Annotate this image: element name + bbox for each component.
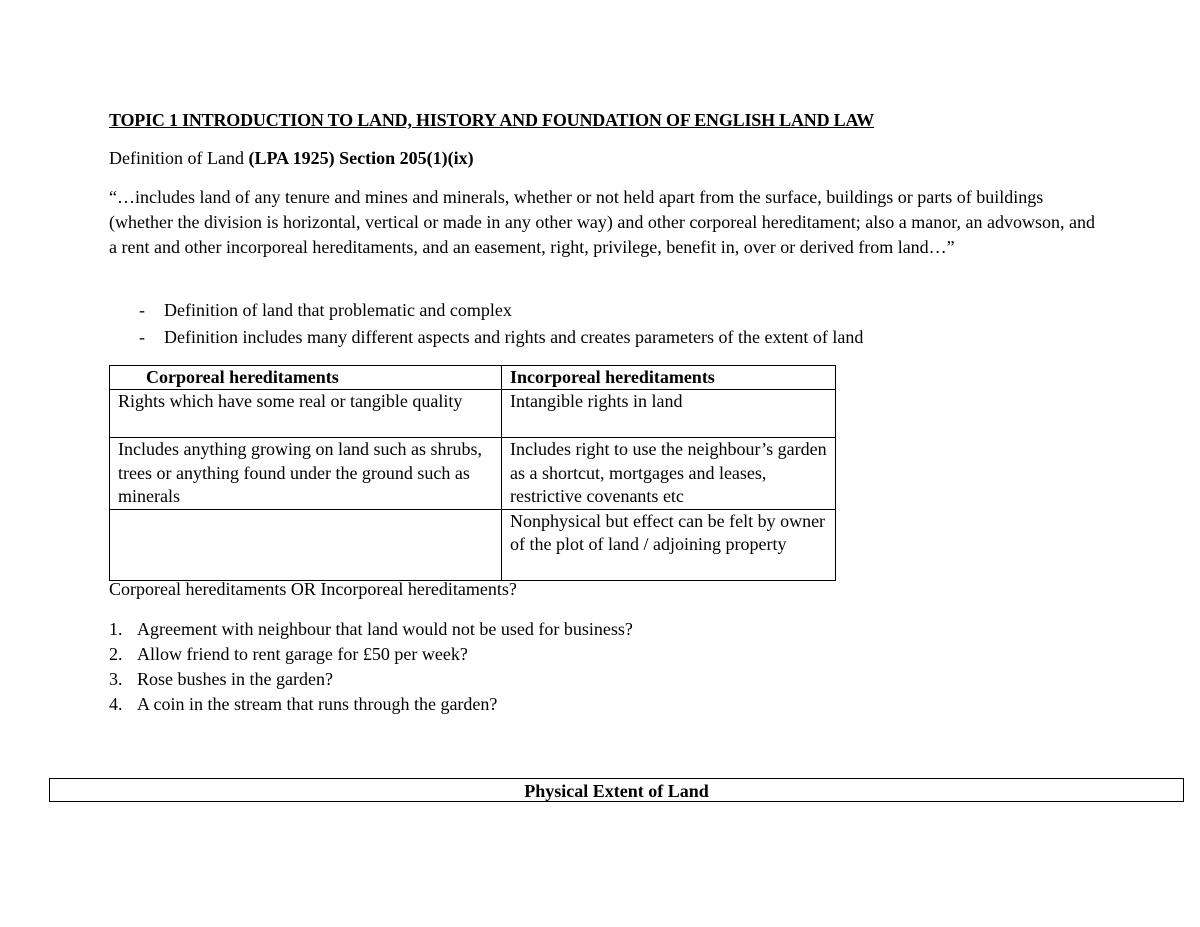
document-title: TOPIC 1 INTRODUCTION TO LAND, HISTORY AND FOUNDATION OF ENGLISH LAND LAW xyxy=(109,110,875,130)
question-number: 2. xyxy=(109,644,123,664)
question-text: Rose bushes in the garden? xyxy=(137,669,333,689)
question-text: A coin in the stream that runs through the garden? xyxy=(137,694,498,714)
table-cell: Nonphysical but effect can be felt by owner of the plot of land / adjoining property xyxy=(502,509,836,580)
list-item xyxy=(109,617,633,642)
table-cell: Includes anything growing on land such as shrubs, trees or anything found under the ground such as minerals xyxy=(110,438,502,510)
definition-reference: (LPA 1925) Section 205(1)(ix) xyxy=(248,148,474,168)
table-row xyxy=(110,438,836,510)
question-list xyxy=(109,617,633,717)
table-row xyxy=(110,390,836,438)
bullet-dash: - xyxy=(139,300,145,320)
question-text: Allow friend to rent garage for £50 per week? xyxy=(137,644,468,664)
question-number: 4. xyxy=(109,694,123,714)
table-cell: Includes right to use the neighbour’s garden as a shortcut, mortgages and leases, restrictive covenants etc xyxy=(502,438,836,510)
section-heading-box: Physical Extent of Land xyxy=(49,778,1184,802)
table-cell xyxy=(110,509,502,580)
list-item xyxy=(109,325,863,352)
list-item xyxy=(109,692,633,717)
bullet-list xyxy=(109,298,863,352)
bullet-text: Definition of land that problematic and complex xyxy=(164,300,512,320)
table-header-row xyxy=(110,366,836,390)
list-item xyxy=(109,298,863,325)
statutory-quote: “…includes land of any tenure and mines and minerals, whether or not held apart from the surface, buildings or parts of buildings (whether the division is horizontal, vertical or made in any other way) and other corporeal hereditament; also a manor, an advowson, and a rent and other incorporeal hereditaments, and an easement, right, privilege, benefit in, over or derived from land…” xyxy=(109,187,1095,257)
column-header-corporeal: Corporeal hereditaments xyxy=(110,366,502,390)
hereditaments-table xyxy=(109,365,836,581)
table-cell: Intangible rights in land xyxy=(502,390,836,438)
definition-line xyxy=(109,148,474,169)
question-text: Agreement with neighbour that land would not be used for business? xyxy=(137,619,633,639)
table-row xyxy=(110,509,836,580)
list-item xyxy=(109,642,633,667)
definition-prefix: Definition of Land xyxy=(109,148,244,168)
question-number: 3. xyxy=(109,669,123,689)
bullet-dash: - xyxy=(139,327,145,347)
question-number: 1. xyxy=(109,619,123,639)
column-header-incorporeal: Incorporeal hereditaments xyxy=(502,366,836,390)
list-item xyxy=(109,667,633,692)
question-heading: Corporeal hereditaments OR Incorporeal hereditaments? xyxy=(109,579,517,599)
bullet-text: Definition includes many different aspects and rights and creates parameters of the extent of land xyxy=(164,327,864,347)
table-cell: Rights which have some real or tangible quality xyxy=(110,390,502,438)
